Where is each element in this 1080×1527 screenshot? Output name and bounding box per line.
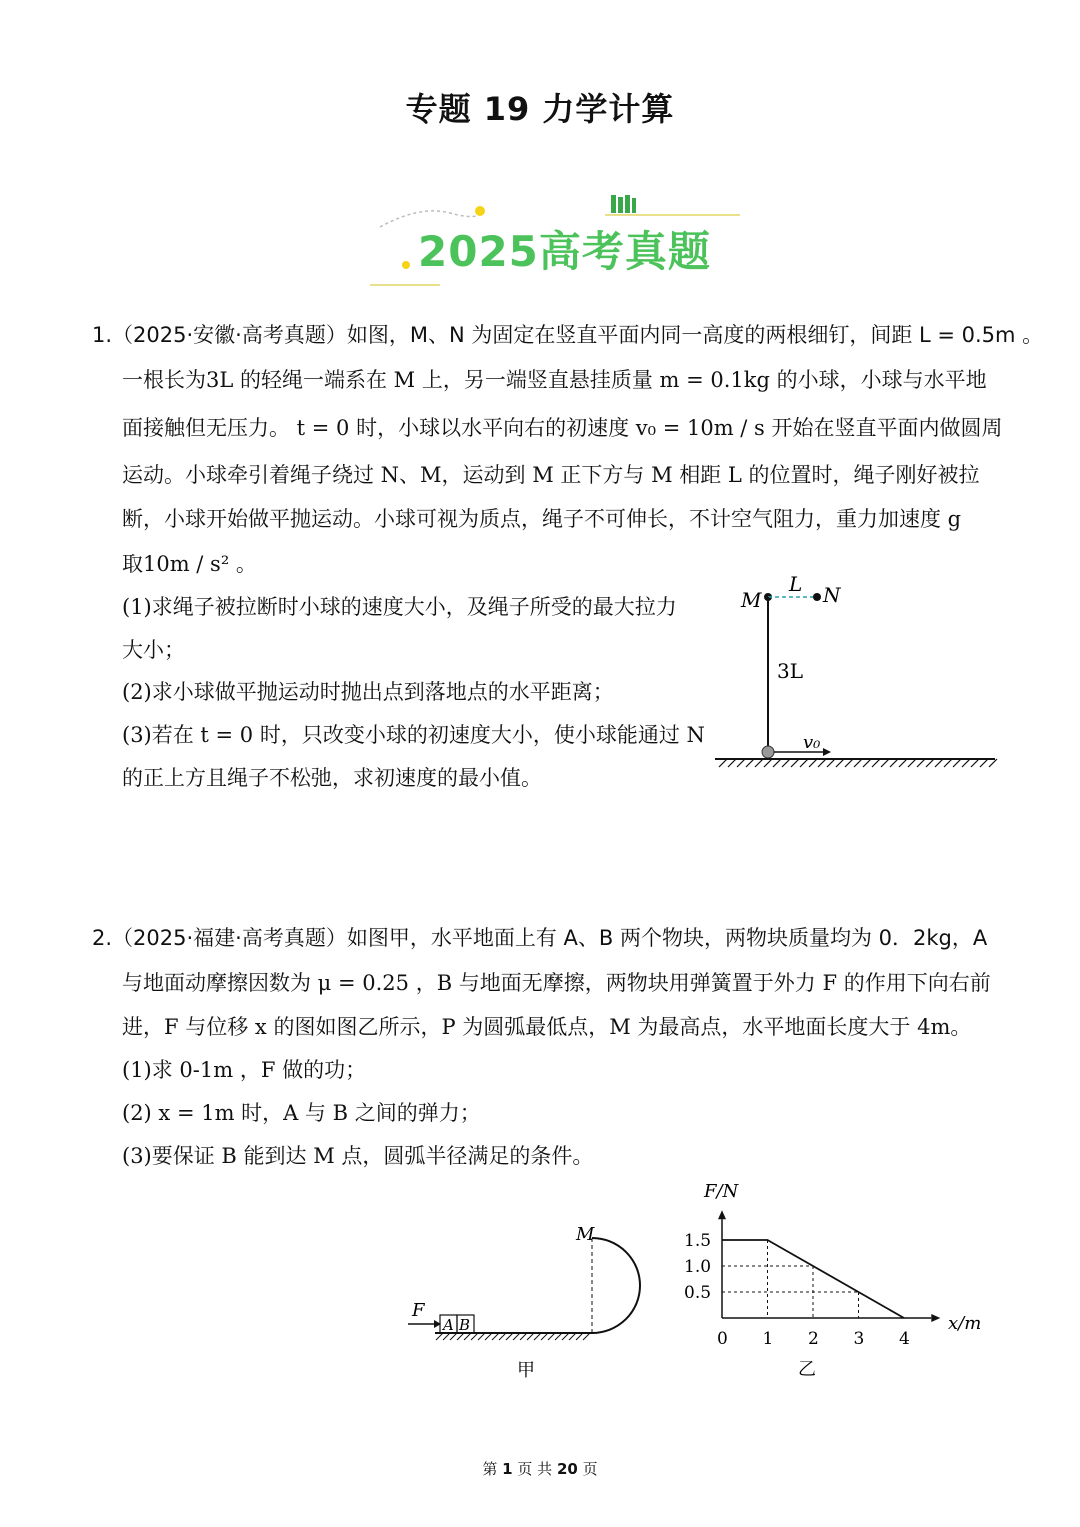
hatch-stroke xyxy=(836,759,844,767)
page-title: 专题 19 力学计算 xyxy=(405,90,675,128)
q2-line-1: 与地面动摩擦因数为 μ = 0.25 ，B 与地面无摩擦，两物块用弹簧置于外力 F 的作用下向右前 xyxy=(122,971,991,995)
q1-line-1: 一根长为3L 的轻绳一端系在 M 上，另一端竖直悬挂质量 m = 0.1kg 的小球，小球与水平地 xyxy=(122,368,987,392)
hatch-stroke xyxy=(917,759,925,767)
hatch-stroke xyxy=(541,1333,548,1340)
hatch-stroke xyxy=(719,759,727,767)
hatch-stroke xyxy=(555,1333,562,1340)
q1-line-4: 断，小球开始做平抛运动。小球可视为质点，绳子不可伸长，不计空气阻力，重力加速度 g xyxy=(122,507,962,531)
hatch-stroke xyxy=(499,1333,506,1340)
hatch-stroke xyxy=(980,759,988,767)
hatch-stroke xyxy=(890,759,898,767)
q1-label-3L: 3L xyxy=(777,659,804,683)
q1-peg-N xyxy=(813,593,821,601)
banner-dot-top xyxy=(475,206,485,216)
chart-ylabel: F/N xyxy=(704,1181,739,1202)
hatch-stroke xyxy=(576,1333,583,1340)
hatch-stroke xyxy=(583,1333,590,1340)
jia-label-B: B xyxy=(459,1316,471,1334)
chart-axes xyxy=(718,1210,940,1322)
q2-sub-3: (3)要保证 B 能到达 M 点，圆弧半径满足的条件。 xyxy=(122,1144,594,1168)
q2-sub-1: (1)求 0-1m ，F 做的功； xyxy=(122,1058,367,1082)
chart-y-tick-label: 1.0 xyxy=(684,1257,712,1277)
q1-line-0: 1.（2025·安徽·高考真题）如图，M、N 为固定在竖直平面内同一高度的两根细钉，间距 L = 0.5m 。 xyxy=(92,323,1044,347)
hatch-stroke xyxy=(520,1333,527,1340)
q1-label-N: N xyxy=(823,583,841,607)
hatch-stroke xyxy=(845,759,853,767)
q1-ball xyxy=(762,746,774,758)
footer-prefix: 第 xyxy=(482,1460,498,1478)
banner-text: 2025高考真题 xyxy=(418,227,711,276)
q1-label-L: L xyxy=(789,572,803,596)
chart-y-tick-label: 0.5 xyxy=(684,1283,712,1303)
chart-x-tick-label: 2 xyxy=(808,1329,819,1349)
chart-x-tick-label: 1 xyxy=(762,1329,774,1349)
hatch-stroke xyxy=(935,759,943,767)
hatch-stroke xyxy=(863,759,871,767)
hatch-stroke xyxy=(881,759,889,767)
footer-suffix: 页 xyxy=(582,1460,598,1478)
q1-label-M: M xyxy=(741,588,762,612)
hatch-stroke xyxy=(737,759,745,767)
jia-label-F: F xyxy=(412,1300,425,1321)
q1-sub-1: (1)求绳子被拉断时小球的速度大小，及绳子所受的最大拉力 xyxy=(122,595,677,619)
q2-figure-yi-chart xyxy=(670,1175,1000,1385)
chart-guides xyxy=(722,1240,859,1318)
q1-line-5: 取10m / s² 。 xyxy=(122,552,257,576)
hatch-stroke xyxy=(548,1333,555,1340)
chart-y-arrowhead xyxy=(718,1210,726,1219)
hatch-stroke xyxy=(464,1333,471,1340)
hatch-stroke xyxy=(962,759,970,767)
hatch-stroke xyxy=(485,1333,492,1340)
hatch-stroke xyxy=(908,759,916,767)
q2-sub-2: (2) x = 1m 时，A 与 B 之间的弹力； xyxy=(122,1101,481,1125)
footer-total-pages: 20 xyxy=(556,1460,578,1478)
jia-arc xyxy=(592,1238,640,1333)
hatch-stroke xyxy=(562,1333,569,1340)
chart-y-tick-label: 1.5 xyxy=(684,1231,712,1251)
q1-figure xyxy=(705,570,1005,780)
hatch-stroke xyxy=(492,1333,499,1340)
chart-caption: 乙 xyxy=(798,1359,816,1380)
q1-sub-3-cont: 的正上方且绳子不松弛，求初速度的最小值。 xyxy=(122,766,542,790)
hatch-stroke xyxy=(782,759,790,767)
hatch-stroke xyxy=(773,759,781,767)
hatch-stroke xyxy=(800,759,808,767)
jia-label-A: A xyxy=(443,1316,454,1334)
q1-ground-hatch xyxy=(719,759,997,767)
q1-sub-3: (3)若在 t = 0 时，只改变小球的初速度大小，使小球能通过 N xyxy=(122,723,705,747)
q2-line-2: 进，F 与位移 x 的图如图乙所示，P 为圆弧最低点，M 为最高点，水平地面长度大于 4m。 xyxy=(122,1015,972,1039)
hatch-stroke xyxy=(478,1333,485,1340)
hatch-stroke xyxy=(827,759,835,767)
q1-arrowhead xyxy=(823,748,831,756)
hatch-stroke xyxy=(506,1333,513,1340)
hatch-stroke xyxy=(953,759,961,767)
hatch-stroke xyxy=(471,1333,478,1340)
hatch-stroke xyxy=(791,759,799,767)
hatch-stroke xyxy=(944,759,952,767)
hatch-stroke xyxy=(450,1333,457,1340)
section-banner xyxy=(360,185,750,295)
banner-dot-left xyxy=(402,261,410,269)
jia-caption: 甲 xyxy=(517,1360,535,1381)
chart-x-tick-label: 3 xyxy=(853,1329,865,1349)
q1-line-2: 面接触但无压力。 t = 0 时，小球以水平向右的初速度 v₀ = 10m / s 开始在竖直平面内做圆周 xyxy=(122,416,1003,440)
chart-x-arrowhead xyxy=(931,1314,940,1322)
hatch-stroke xyxy=(764,759,772,767)
chart-x-tick-label: 0 xyxy=(717,1329,728,1349)
q2-figure-jia xyxy=(400,1210,650,1385)
chart-ticks xyxy=(684,1231,910,1349)
hatch-stroke xyxy=(569,1333,576,1340)
footer-mid: 页 共 xyxy=(517,1460,553,1478)
chart-xlabel: x/m xyxy=(948,1313,982,1334)
q2-line-0: 2.（2025·福建·高考真题）如图甲，水平地面上有 A、B 两个物块，两物块质量均为 0．2kg，A xyxy=(92,926,988,950)
hatch-stroke xyxy=(755,759,763,767)
hatch-stroke xyxy=(534,1333,541,1340)
hatch-stroke xyxy=(746,759,754,767)
hatch-stroke xyxy=(809,759,817,767)
q1-line-3: 运动。小球牵引着绳子绕过 N、M，运动到 M 正下方与 M 相距 L 的位置时，绳子刚好被拉 xyxy=(122,463,980,487)
hatch-stroke xyxy=(854,759,862,767)
books-icon xyxy=(611,195,636,213)
page-footer xyxy=(0,1458,1080,1479)
hatch-stroke xyxy=(527,1333,534,1340)
hatch-stroke xyxy=(989,759,997,767)
footer-page-number: 1 xyxy=(502,1460,513,1478)
chart-x-tick-label: 4 xyxy=(899,1329,910,1349)
hatch-stroke xyxy=(818,759,826,767)
hatch-stroke xyxy=(443,1333,450,1340)
hatch-stroke xyxy=(728,759,736,767)
q1-sub-1-cont: 大小； xyxy=(122,638,185,662)
jia-ground-hatch xyxy=(436,1333,590,1340)
hatch-stroke xyxy=(513,1333,520,1340)
jia-label-M: M xyxy=(576,1224,595,1245)
hatch-stroke xyxy=(872,759,880,767)
hatch-stroke xyxy=(436,1333,443,1340)
hatch-stroke xyxy=(899,759,907,767)
hatch-stroke xyxy=(457,1333,464,1340)
q1-label-v0: v₀ xyxy=(803,732,821,753)
q1-sub-2: (2)求小球做平抛运动时抛出点到落地点的水平距离； xyxy=(122,680,614,704)
hatch-stroke xyxy=(971,759,979,767)
hatch-stroke xyxy=(926,759,934,767)
